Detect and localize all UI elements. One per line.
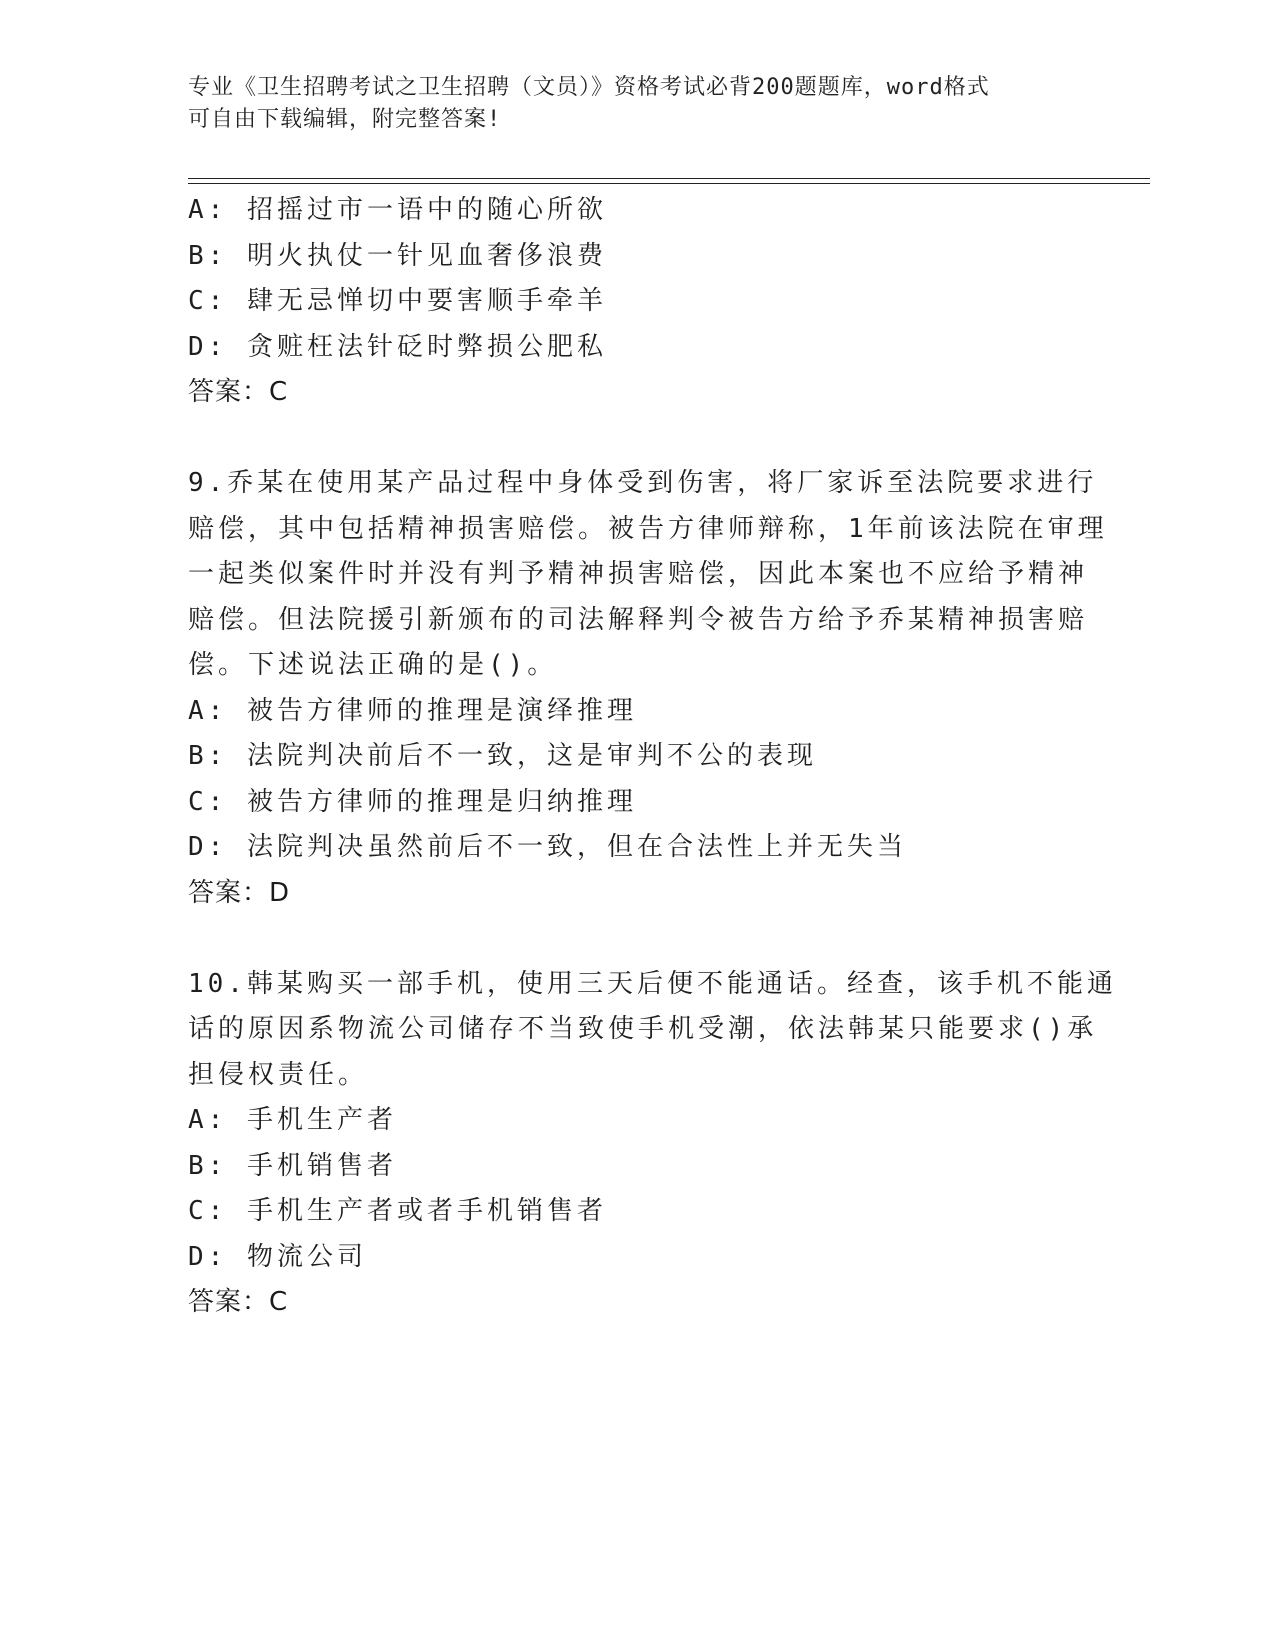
question-9-answer: 答案：D (188, 877, 291, 908)
header-divider-top (188, 178, 1150, 179)
prev-question-answer: 答案：C (188, 377, 289, 407)
question-9-stem-line: 一起类似案件时并没有判予精神损害赔偿，因此本案也不应给予精神 (188, 559, 1089, 589)
question-content (188, 188, 1117, 1326)
question-10-answer: 答案：C (188, 1287, 289, 1317)
option-b: B: 手机销售者 (188, 1150, 397, 1181)
question-10-stem-line: 10.韩某购买一部手机，使用三天后便不能通话。经查，该手机不能通 (188, 968, 1117, 999)
question-spacer (188, 916, 1088, 962)
option-a: A: 招摇过市一语中的随心所欲 (188, 195, 607, 225)
question-9 (188, 461, 1108, 916)
question-10-stem-line: 担侵权责任。 (188, 1059, 369, 1090)
option-b: B: 法院判决前后不一致，这是审判不公的表现 (188, 741, 817, 771)
question-9-stem-line: 偿。下述说法正确的是()。 (188, 650, 558, 680)
question-9-stem-line: 赔偿，其中包括精神损害赔偿。被告方律师辩称，1年前该法院在审理 (188, 513, 1108, 544)
option-d: D: 物流公司 (188, 1241, 367, 1272)
option-c: C: 肆无忌惮切中要害顺手牵羊 (188, 286, 607, 316)
question-9-stem-line: 9.乔某在使用某产品过程中身体受到伤害，将厂家诉至法院要求进行 (188, 468, 1098, 498)
header-divider-bottom (188, 183, 1150, 184)
option-b: B: 明火执仗一针见血奢侈浪费 (188, 240, 607, 271)
option-c: C: 手机生产者或者手机销售者 (188, 1196, 607, 1226)
option-a: A: 被告方律师的推理是演绎推理 (188, 695, 637, 726)
header-line-2: 可自由下载编辑，附完整答案! (188, 107, 502, 132)
prev-question-options (188, 188, 1088, 370)
header-line-1: 专业《卫生招聘考试之卫生招聘（文员）》资格考试必背200题题库，word格式 (188, 75, 990, 100)
question-10 (188, 962, 1117, 1326)
option-d: D: 贪赃枉法针砭时弊损公肥私 (188, 331, 607, 362)
question-10-stem-line: 话的原因系物流公司储存不当致使手机受潮，依法韩某只能要求()承 (188, 1014, 1098, 1044)
document-header-note (188, 72, 1068, 136)
option-a: A: 手机生产者 (188, 1105, 397, 1135)
option-c: C: 被告方律师的推理是归纳推理 (188, 786, 637, 817)
question-9-stem-line: 赔偿。但法院援引新颁布的司法解释判令被告方给予乔某精神损害赔 (188, 604, 1089, 635)
question-spacer (188, 416, 1088, 462)
option-d: D: 法院判决虽然前后不一致，但在合法性上并无失当 (188, 832, 907, 862)
